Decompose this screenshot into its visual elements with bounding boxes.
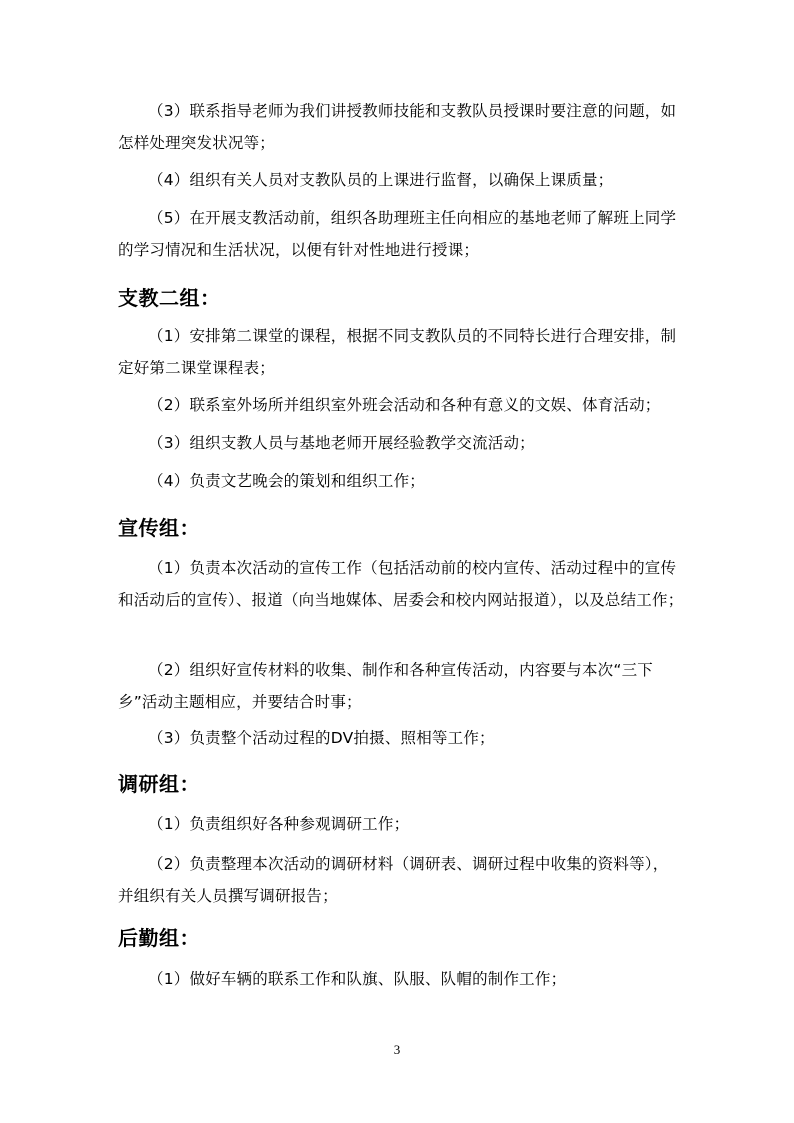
section-heading-teaching-group-2: 支教二组： [118, 286, 221, 310]
section-heading-research: 调研组： [118, 772, 200, 796]
paragraph: （1）负责组织好各种参观调研工作； [148, 815, 410, 833]
paragraph: （4）负责文艺晚会的策划和组织工作； [148, 472, 425, 490]
section-heading-logistics: 后勤组： [118, 926, 200, 950]
paragraph: （5）在开展支教活动前，组织各助理班主任向相应的基地老师了解班上同学的学习情况和生活状况，以便有针对性地进行授课； [118, 209, 677, 259]
paragraph: （4）组织有关人员对支教队员的上课进行监督，以确保上课质量； [148, 171, 614, 189]
paragraph: （2）组织好宣传材料的收集、制作和各种宣传活动，内容要与本次“三下乡”活动主题相应，并要结合时事； [118, 661, 653, 711]
paragraph: （3）组织支教人员与基地老师开展经验教学交流活动； [148, 434, 535, 452]
paragraph: （1）负责本次活动的宣传工作（包括活动前的校内宣传、活动过程中的宣传和活动后的宣传）、报道（向当地媒体、居委会和校内网站报道），以及总结工作； [118, 559, 684, 609]
paragraph: （3）负责整个活动过程的DV拍摄、照相等工作； [148, 729, 495, 747]
paragraph: （2）联系室外场所并组织室外班会活动和各种有意义的文娱、体育活动； [148, 396, 661, 414]
paragraph: （1）做好车辆的联系工作和队旗、队服、队帽的制作工作； [148, 970, 567, 988]
paragraph: （2）负责整理本次活动的调研材料（调研表、调研过程中收集的资料等），并组织有关人员撰写调研报告； [118, 855, 669, 905]
section-heading-publicity: 宣传组： [118, 516, 200, 540]
paragraph: （3）联系指导老师为我们讲授教师技能和支教队员授课时要注意的问题，如怎样处理突发状况等； [118, 102, 677, 152]
paragraph: （1）安排第二课堂的课程，根据不同支教队员的不同特长进行合理安排，制定好第二课堂课程表； [118, 327, 677, 377]
page-number: 3 [393, 1042, 401, 1057]
